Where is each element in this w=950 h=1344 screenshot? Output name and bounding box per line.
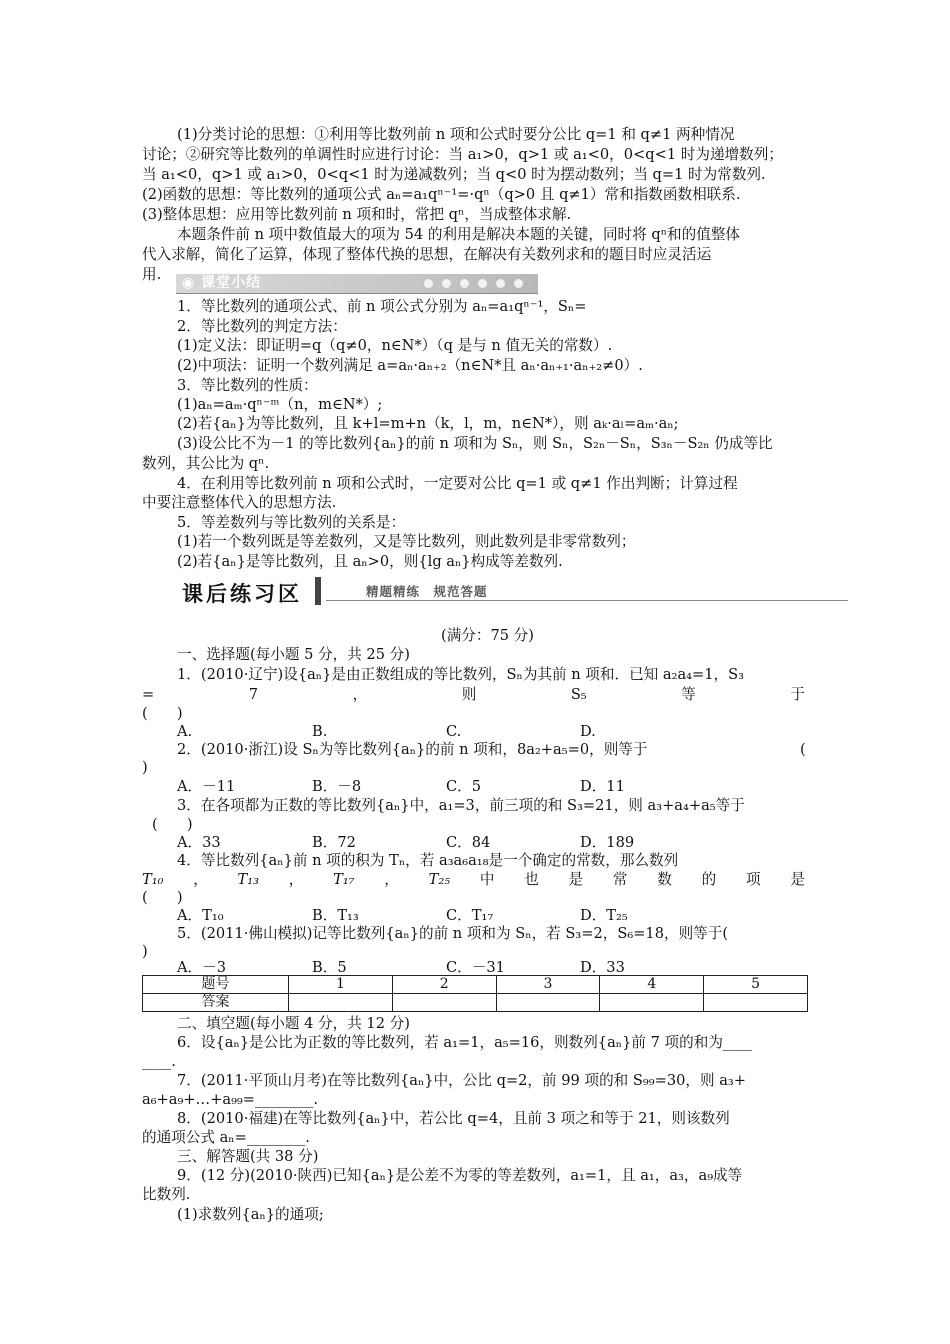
decor-dot-icon <box>460 279 469 288</box>
answer-cell[interactable] <box>392 994 496 1012</box>
question-6-line-2: ____. <box>142 1053 176 1070</box>
summary-item: (1)若一个数列既是等差数列，又是等比数列，则此数列是非零常数列； <box>177 533 636 550</box>
table-header-cell: 题号 <box>143 976 289 994</box>
summary-item: (1)定义法：即证明=q（q≠0，n∈N*）（q 是与 n 值无关的常数）. <box>177 337 613 354</box>
practice-section-header <box>176 575 848 607</box>
table-row <box>143 976 808 994</box>
table-row <box>143 994 808 1012</box>
intro-line-8: 用. <box>142 266 162 283</box>
option: D．33 <box>580 959 625 976</box>
question-6-line-1: 6．设{aₙ}是公比为正数的等比数列，若 a₁=1，a₅=16，则数列{aₙ}前 7 项的和为____ <box>177 1034 753 1051</box>
question-4-line-1: 4．等比数列{aₙ}前 n 项的积为 Tₙ，若 a₃a₆a₁₈是一个确定的常数，那么数列 <box>177 852 679 869</box>
answer-cell[interactable] <box>289 994 393 1012</box>
practice-title: 课后练习区 <box>182 582 302 606</box>
option: D．T₂₅ <box>580 907 628 924</box>
summary-item: 1．等比数列的通项公式、前 n 项公式分别为 aₙ=a₁qⁿ⁻¹，Sₙ= <box>177 298 587 315</box>
option: B. <box>312 723 328 740</box>
question-9-line-3: (1)求数列{aₙ}的通项; <box>177 1206 324 1223</box>
header-rule <box>326 600 848 601</box>
question-2-line-1: 2．(2010·浙江)设 Sₙ为等比数列{aₙ}的前 n 项和，8a₂+a₅=0，则等于 <box>177 741 648 758</box>
option: C. <box>446 723 462 740</box>
header-divider <box>315 577 321 605</box>
full-score: (满分：75 分) <box>441 627 534 644</box>
decor-dot-icon <box>496 279 505 288</box>
table-header-cell: 4 <box>600 976 704 994</box>
summary-item: 数列，其公比为 qⁿ. <box>142 455 270 472</box>
summary-title: ◉ 课堂小结 <box>182 275 262 291</box>
question-1-line-1: 1．(2010·辽宁)设{aₙ}是由正数组成的等比数列，Sₙ为其前 n 项和．已知 a₂a₄=1，S₃ <box>177 666 744 683</box>
intro-line-5: (3)整体思想：应用等比数列前 n 项和时，常把 qⁿ，当成整体求解. <box>142 206 572 223</box>
summary-item: (2)若{aₙ}是等比数列，且 aₙ>0，则{lg aₙ}构成等差数列. <box>177 553 563 570</box>
intro-line-7: 代入求解，简化了运算，体现了整体代换的思想，在解决有关数列求和的题目时应灵活运 <box>142 246 712 263</box>
answer-paren-left: ( <box>800 741 806 758</box>
intro-line-2: 讨论；②研究等比数列的单调性时应进行讨论：当 a₁>0，q>1 或 a₁<0，0<q<1 时为递增数列； <box>142 146 783 163</box>
question-7-line-1: 7．(2011·平顶山月考)在等比数列{aₙ}中，公比 q=2，前 99 项的和 S₉₉=30，则 a₃+ <box>177 1072 746 1089</box>
question-7-line-2: a₆+a₉+…+a₉₉=________. <box>142 1091 319 1108</box>
table-header-cell: 5 <box>704 976 808 994</box>
practice-subtitle: 精题精练 规范答题 <box>366 584 488 599</box>
option: A．T₁₀ <box>177 907 224 924</box>
answer-paren: ( ) <box>152 816 193 833</box>
summary-item: 3．等比数列的性质： <box>177 377 318 394</box>
table-header-cell: 1 <box>289 976 393 994</box>
question-8-line-2: 的通项公式 aₙ=________. <box>142 1129 310 1146</box>
option: C．84 <box>446 834 491 851</box>
option: C．T₁₇ <box>446 907 494 924</box>
summary-item: 5．等差数列与等比数列的关系是： <box>177 514 406 531</box>
answer-cell[interactable] <box>704 994 808 1012</box>
section-choice-heading: 一、选择题(每小题 5 分，共 25 分) <box>177 646 410 663</box>
answer-paren-right: ) <box>142 759 148 776</box>
question-9-line-2: 比数列. <box>142 1186 191 1203</box>
question-8-line-1: 8．(2010·福建)在等比数列{aₙ}中，若公比 q=4，且前 3 项之和等于 21，则该数列 <box>177 1110 730 1127</box>
summary-header-bar <box>176 274 538 294</box>
answer-paren: ( ) <box>142 705 183 722</box>
decor-dot-icon <box>478 279 487 288</box>
option: A．－3 <box>177 959 227 976</box>
question-4-line-2: T₁₀ ， T₁₃ ， T₁₇ ， T₂₅ 中 也 是 常 数 的 项 是 <box>142 871 805 888</box>
question-1-line-2: = 7 ， 则 S₅ 等 于 <box>142 686 805 703</box>
summary-item: 2．等比数列的判定方法： <box>177 318 347 335</box>
option: D. <box>580 723 596 740</box>
option: D．11 <box>580 778 625 795</box>
table-header-cell: 2 <box>392 976 496 994</box>
option: A．33 <box>177 834 221 851</box>
table-header-cell: 3 <box>496 976 600 994</box>
intro-line-1: (1)分类讨论的思想：①利用等比数列前 n 项和公式时要分公比 q=1 和 q≠1 两种情况 <box>177 126 735 143</box>
question-5-line-1: 5．(2011·佛山模拟)记等比数列{aₙ}的前 n 项和为 Sₙ，若 S₃=2，S₆=18，则等于( <box>177 925 729 942</box>
intro-line-4: (2)函数的思想：等比数列的通项公式 aₙ=a₁qⁿ⁻¹=·qⁿ（q>0 且 q≠1）常和指数函数相联系. <box>142 186 741 203</box>
option: C．－31 <box>446 959 505 976</box>
summary-item: (2)若{aₙ}为等比数列，且 k+l=m+n（k，l，m，n∈N*），则 aₖ·aₗ=aₘ·aₙ; <box>177 415 679 432</box>
answer-paren: ( ) <box>142 889 183 906</box>
intro-line-6: 本题条件前 n 项中数值最大的项为 54 的利用是解决本题的关键，同时将 qⁿ和的值整体 <box>177 226 741 243</box>
answer-paren-right: ) <box>142 943 148 960</box>
answer-cell[interactable] <box>600 994 704 1012</box>
question-9-line-1: 9．(12 分)(2010·陕西)已知{aₙ}是公差不为零的等差数列，a₁=1，且 a₁，a₃，a₉成等 <box>177 1167 743 1184</box>
option: B．T₁₃ <box>312 907 359 924</box>
section-answer-heading: 三、解答题(共 38 分) <box>177 1148 319 1165</box>
decor-dot-icon <box>514 279 523 288</box>
summary-item: (1)aₙ=aₘ·qⁿ⁻ᵐ（n，m∈N*）; <box>177 396 383 413</box>
option: C．5 <box>446 778 482 795</box>
option: A. <box>177 723 193 740</box>
section-fill-heading: 二、填空题(每小题 4 分，共 12 分) <box>177 1015 410 1032</box>
option: B．5 <box>312 959 347 976</box>
answer-cell[interactable] <box>496 994 600 1012</box>
decor-dot-icon <box>424 279 433 288</box>
table-row-label: 答案 <box>143 994 289 1012</box>
summary-item: (3)设公比不为－1 的等比数列{aₙ}的前 n 项和为 Sₙ，则 Sₙ，S₂ₙ－Sₙ，S₃ₙ－S₂ₙ 仍成等比 <box>177 435 773 452</box>
summary-item: (2)中项法：证明一个数列满足 a=aₙ·aₙ₊₂（n∈N*且 aₙ·aₙ₊₁·aₙ₊₂≠0）. <box>177 357 643 374</box>
option: B．－8 <box>312 778 362 795</box>
summary-item: 中要注意整体代入的思想方法. <box>142 494 337 511</box>
option: B．72 <box>312 834 356 851</box>
option: D．189 <box>580 834 635 851</box>
answer-table <box>142 975 808 1012</box>
decor-dot-icon <box>442 279 451 288</box>
option: A．－11 <box>177 778 236 795</box>
question-3-line-1: 3．在各项都为正数的等比数列{aₙ}中，a₁=3，前三项的和 S₃=21，则 a₃+a₄+a₅等于 <box>177 797 745 814</box>
intro-line-3: 当 a₁<0，q>1 或 a₁>0，0<q<1 时为递减数列；当 q<0 时为摆动数列；当 q=1 时为常数列. <box>142 166 766 183</box>
summary-item: 4．在利用等比数列前 n 项和公式时，一定要对公比 q=1 或 q≠1 作出判断；计算过程 <box>177 475 738 492</box>
